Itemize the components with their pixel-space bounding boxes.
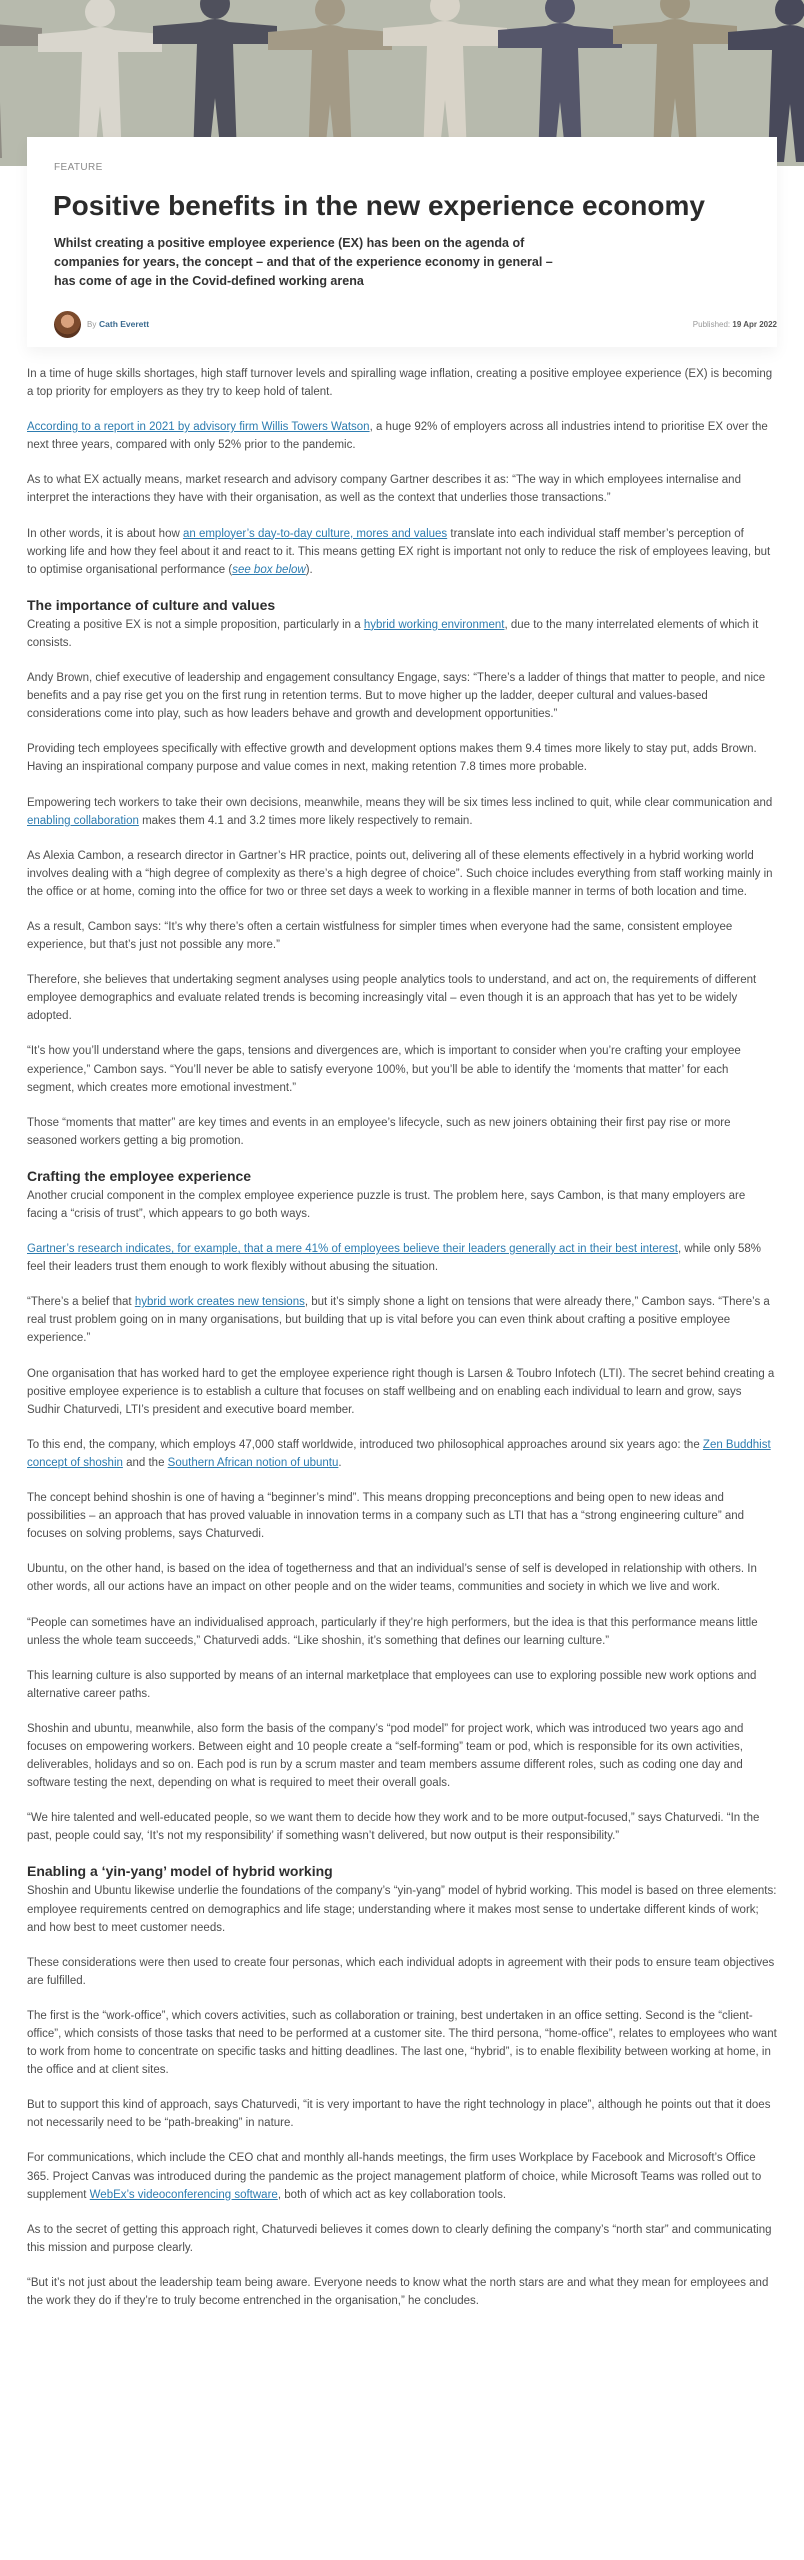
author-link[interactable]: Cath Everett <box>99 319 150 329</box>
webex-link[interactable]: WebEx’s videoconferencing software <box>89 2188 278 2201</box>
culture-link[interactable]: an employer’s day-to-day culture, mores and values <box>182 527 448 540</box>
paragraph: Shoshin and ubuntu, meanwhile, also form the basis of the company’s “pod model” for project work, which was introduced two years ago and focuses on empowering workers. Between eight and 10 people create a “self-forming” team or pod, which is responsible for its own activities, deliverables, holidays and so on. Each pod is run by a scrum master and team members assume different roles, such as coding one day and software testing the next, depending on what is required to meet their overall goals. <box>27 1722 744 1790</box>
paragraph: The first is the “work-office”, which covers activities, such as collaboration or training, best undertaken in an office setting. Second is the “client-office”, which consists of those tasks that need to be performed at a customer site. The third persona, “home-office”, relates to employees who want to work from home to concentrate on specific tasks and hitting deadlines. The last one, “hybrid”, is to enable flexibility between working at home, in the office and at client sites. <box>27 2009 777 2077</box>
paragraph: As to the secret of getting this approach right, Chaturvedi believes it comes down to clearly defining the company’s “north star” and communicating this mission and purpose clearly. <box>27 2223 772 2254</box>
article-title: Positive benefits in the new experience economy <box>53 190 705 221</box>
paragraph: As a result, Cambon says: “It’s why there’s often a certain wistfulness for simpler times when everyone had the same, consistent employee experience, but that’s just not possible any more.” <box>27 920 733 952</box>
paragraph: Andy Brown, chief executive of leadership and engagement consultancy Engage, says: “There’s a ladder of things that matter to people, and nice benefits and a pay rise get you on the first rung in retention terms. But to move higher up the ladder, deeper cultural and values-based considerations come into play, such as how leaders behave and growth and development opportunities.” <box>27 672 766 721</box>
shoshin-link[interactable]: Zen Buddhist concept of shoshin <box>27 1438 771 1469</box>
article-standfirst: Whilst creating a positive employee experience (EX) has been on the agenda of companies for years, the concept – and that of the experience economy in general – has come of age in the Covid-defined working arena <box>54 236 553 288</box>
collaboration-link[interactable]: enabling collaboration <box>27 814 139 827</box>
paragraph: Another crucial component in the complex employee experience puzzle is trust. The problem here, says Cambon, is that many employers are facing a “crisis of trust”, which appears to go both ways. <box>27 1189 746 1220</box>
subheading: Enabling a ‘yin-yang’ model of hybrid working <box>27 1863 333 1880</box>
box-below-link[interactable]: see box below <box>232 563 306 576</box>
paragraph: According to a report in 2021 by advisory firm Willis Towers Watson, a huge 92% of employers across all industries intend to prioritise EX over the next three years, compared with only 52% prior to the pandemic. <box>27 421 768 452</box>
paragraph: This learning culture is also supported by means of an internal marketplace that employees can use to exploring possible new work options and alternative career paths. <box>27 1669 757 1700</box>
paragraph: One organisation that has worked hard to get the employee experience right though is Larsen & Toubro Infotech (LTI). The secret behind creating a positive employee experience is to establish a culture that focuses on staff wellbeing and on enabling each individual to learn and grow, says Sudhir Chaturvedi, LTI’s president and executive board member. <box>27 1367 775 1416</box>
article-body <box>27 365 777 2327</box>
paragraph: Therefore, she believes that undertaking segment analyses using people analytics tools to understand, and act on, the requirements of different employee demographics and evaluate related trends is becoming increasingly vital – even though it is an approach that has yet to be widely adopted. <box>27 974 757 1023</box>
byline <box>54 311 777 339</box>
paragraph: But to support this kind of approach, says Chaturvedi, “it is very important to have the right technology in place”, although he points out that it does not necessarily need to be “path-breaking” in nature. <box>27 2099 771 2130</box>
article-header <box>27 137 777 347</box>
paragraph: “We hire talented and well-educated people, so we want them to decide how they work and to be more output-focused,” says Chaturvedi. “In the past, people could say, ‘It’s not my responsibility’ if something wasn’t delivered, but now output is their responsibility.” <box>27 1812 760 1843</box>
paragraph: Shoshin and Ubuntu likewise underlie the foundations of the company’s “yin-yang” model of hybrid working. This model is based on three elements: employee requirements centred on demographics and life stage; understanding where it makes most sense to undertake different kinds of work; and how best to meet customer needs. <box>27 1885 777 1934</box>
paragraph: As to what EX actually means, market research and advisory company Gartner describes it as: “The way in which employees internalise and interpret the interactions they have with their organisation, as well as the context that underlies those transactions.” <box>27 474 741 505</box>
published-date: Published: 19 Apr 2022 <box>692 320 777 329</box>
paragraph: Creating a positive EX is not a simple proposition, particularly in a hybrid working environment, due to the many interrelated elements of which it consists. <box>27 618 759 649</box>
paragraph: Those “moments that matter” are key times and events in an employee’s lifecycle, such as new joiners obtaining their first pay rise or more seasoned workers getting a big promotion. <box>27 1116 731 1147</box>
paragraph: For communications, which include the CEO chat and monthly all-hands meetings, the firm uses Workplace by Facebook and Microsoft’s Office 365. Project Canvas was introduced during the pandemic as the project management platform of choice, while Microsoft Teams was rolled out to supplement WebEx’s videoconferencing software, both of which act as key collaboration tools. <box>27 2152 762 2201</box>
paragraph: In a time of huge skills shortages, high staff turnover levels and spiralling wage inflation, creating a positive employee experience (EX) is becoming a top priority for employers as they try to keep hold of talent. <box>27 368 773 399</box>
paragraph: “It’s how you’ll understand where the gaps, tensions and divergences are, which is important to consider when you’re crafting your employee experience,” Cambon says. “You’ll never be able to satisfy everyone 100%, but you’ll be able to identify the ‘moments that matter’ for each segment, which creates more emotional investment.” <box>27 1045 741 1094</box>
paragraph: Gartner’s research indicates, for example, that a mere 41% of employees believe their leaders generally act in their best interest, while only 58% feel their leaders trust them enough to work flexibly without abusing the situation. <box>27 1243 762 1274</box>
paragraph: These considerations were then used to create four personas, which each individual adopts in agreement with their pods to ensure team objectives are fulfilled. <box>27 1956 775 1987</box>
paragraph: Empowering tech workers to take their own decisions, meanwhile, means they will be six times less inclined to quit, while clear communication and enabling collaboration makes them 4.1 and 3.2 times more likely respectively to remain. <box>27 796 773 827</box>
paragraph: Ubuntu, on the other hand, is based on the idea of togetherness and that an individual’s sense of self is developed in relationship with others. In other words, all our actions have an impact on other people and on the wider teams, communities and society in which we live and work. <box>27 1563 757 1594</box>
paragraph: In other words, it is about how an employer’s day-to-day culture, mores and values translate into each individual staff member’s perception of working life and how they feel about it and react to it. This means getting EX right is important not only to reduce the risk of employees leaving, but to optimise organisational performance (see box below). <box>27 527 771 576</box>
paragraph: “But it’s not just about the leadership team being aware. Everyone needs to know what the north stars are and what they mean for employees and the work they do if they’re to truly become entrenched in the organisation,” he concludes. <box>27 2276 769 2308</box>
paragraph: “There’s a belief that hybrid work creates new tensions, but it’s simply shone a light on tensions that were already there,” Cambon says. “There’s a real trust problem going on in many organisations, but building that up is vital before you can even think about crafting a positive employee experience.” <box>27 1296 770 1345</box>
paragraph: To this end, the company, which employs 47,000 staff worldwide, introduced two philosophical approaches around six years ago: the Zen Buddhist concept of shoshin and the Southern African notion of ubuntu. <box>27 1438 771 1469</box>
report-link[interactable]: According to a report in 2021 by advisory firm Willis Towers Watson <box>27 421 370 434</box>
section-kicker: FEATURE <box>54 162 103 173</box>
paragraph: Providing tech employees specifically with effective growth and development options makes them 9.4 times more likely to stay put, adds Brown. Having an inspirational company purpose and value comes in next, making retention 7.8 times more probable. <box>27 743 757 774</box>
paragraph: “People can sometimes have an individualised approach, particularly if they’re high performers, but the idea is that this performance means little unless the whole team succeeds,” Chaturvedi adds. “Like shoshin, it’s something that defines our learning culture.” <box>27 1616 758 1647</box>
hybrid-working-link[interactable]: hybrid working environment <box>363 618 505 631</box>
gartner-research-link[interactable]: Gartner’s research indicates, for example, that a mere 41% of employees believe their leaders generally act in their best interest <box>27 1243 678 1256</box>
subheading: The importance of culture and values <box>27 596 276 613</box>
author-avatar <box>54 311 81 338</box>
paragraph: The concept behind shoshin is one of having a “beginner’s mind”. This means dropping preconceptions and being open to new ideas and possibilities – an approach that has proved valuable in innovation terms in a company such as LTI that has a “strong engineering culture” and focuses on solving problems, says Chaturvedi. <box>27 1492 745 1541</box>
hybrid-tensions-link[interactable]: hybrid work creates new tensions <box>134 1296 305 1309</box>
subheading: Crafting the employee experience <box>27 1167 252 1184</box>
paragraph: As Alexia Cambon, a research director in Gartner’s HR practice, points out, delivering all of these elements effectively in a hybrid working world involves dealing with a “high degree of complexity as there’s a high degree of choice”. Such choice includes everything from staff working mainly in the office or at home, coming into the office for two or three set days a week to working in a flexible manner in terms of both location and time. <box>27 849 773 898</box>
byline-by: By <box>87 320 97 329</box>
ubuntu-link[interactable]: Southern African notion of ubuntu <box>167 1456 339 1469</box>
